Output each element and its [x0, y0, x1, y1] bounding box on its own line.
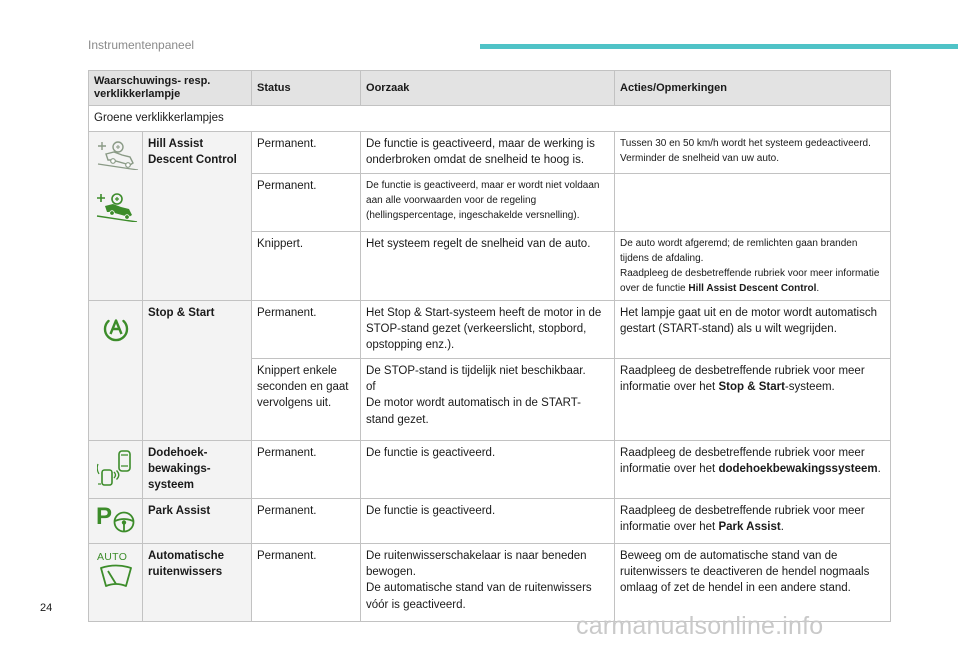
wiper-name: Automatische ruitenwissers [143, 543, 252, 621]
stop-status-2: Knippert enkele seconden en gaat vervolgens uit. [252, 358, 361, 440]
wiper-action: Beweeg om de automatische stand van de ruitenwissers te deactiveren de hendel nogmaals omlaag of zet de hendel in een andere stand. [615, 543, 891, 621]
table-row [89, 498, 891, 543]
park-icon-cell [89, 498, 143, 543]
stop-cause-2b: De motor wordt automatisch in de START-stand gezet. [366, 397, 581, 426]
hill-action-3-end: . [816, 282, 820, 294]
hill-action-3a: De auto wordt afgeremd; de remlichten gaan branden tijdens de afdaling. [620, 237, 858, 264]
wiper-cause-a: De ruitenwisserschakelaar is naar beneden bewogen. [366, 549, 587, 578]
wiper-cause-b: De automatische stand van de ruitenwissers vóór is geactiveerd. [366, 582, 592, 611]
column-header-status: Status [252, 71, 361, 106]
blind-action [615, 440, 891, 498]
table-row [89, 131, 891, 173]
page-header-title: Instrumentenpaneel [88, 38, 195, 52]
park-action-a: Raadpleeg de desbetreffende rubriek voor meer informatie over het [620, 504, 865, 533]
hill-status-3: Knippert. [252, 231, 361, 300]
hill-status-1: Permanent. [252, 131, 361, 173]
warning-lights-table [88, 70, 891, 622]
stop-cause-2 [361, 358, 615, 440]
column-header-lamp: Waarschuwings- resp. verklikkerlampje [89, 71, 252, 106]
park-assist-icon [96, 502, 138, 537]
park-name: Park Assist [143, 498, 252, 543]
wiper-icon-label: AUTO [97, 550, 128, 563]
hill-cause-3: Het systeem regelt de snelheid van de auto. [361, 231, 615, 300]
blind-action-end: . [877, 463, 881, 476]
hill-cause-2: De functie is geactiveerd, maar er wordt niet voldaan aan alle voorwaarden voor de regeling (hellingspercentage, ingeschakelde versnelling). [361, 173, 615, 231]
wiper-icon-cell [89, 543, 143, 621]
stop-icon-cell [89, 300, 143, 440]
auto-wiper-icon [96, 550, 138, 594]
blind-action-a: Raadpleeg de desbetreffende rubriek voor meer informatie over het [620, 446, 865, 476]
hill-cause-1: De functie is geactiveerd, maar de werking is onderbroken omdat de snelheid te hoog is. [361, 131, 615, 173]
park-action [615, 498, 891, 543]
blind-name: Dodehoek-bewakings-systeem [143, 440, 252, 498]
windscreen-wiper-icon [99, 564, 133, 590]
hill-action-1: Tussen 30 en 50 km/h wordt het systeem gedeactiveerd. Verminder de snelheid van uw auto. [615, 131, 891, 173]
stop-action-2a: Raadpleeg de desbetreffende rubriek voor meer informatie over het [620, 364, 865, 394]
table-row [89, 300, 891, 358]
blind-icon-cell [89, 440, 143, 498]
stop-action-2 [615, 358, 891, 440]
stop-start-icon [101, 313, 131, 343]
park-action-end: . [780, 521, 784, 533]
blind-action-bold: dodehoekbewakingssysteem [718, 463, 878, 476]
watermark: carmanualsonline.info [576, 612, 824, 640]
page-number: 24 [40, 602, 53, 614]
hill-name: Hill Assist Descent Control [143, 131, 252, 300]
hill-action-3b: Raadpleeg de desbetreffende rubriek voor meer informatie over de functie [620, 267, 880, 294]
wiper-cause [361, 543, 615, 621]
hill-descent-outline-icon [96, 140, 140, 170]
stop-cause-2-of: of [366, 381, 376, 394]
hill-action-2 [615, 173, 891, 231]
hill-action-3-bold: Hill Assist Descent Control [688, 282, 817, 294]
stop-action-2-end: -systeem. [784, 381, 835, 394]
column-header-actions: Acties/Opmerkingen [615, 71, 891, 106]
hill-status-2: Permanent. [252, 173, 361, 231]
stop-action-1: Het lampje gaat uit en de motor wordt automatisch gestart (START-stand) als u wilt wegrijden. [615, 300, 891, 358]
blind-cause: De functie is geactiveerd. [361, 440, 615, 498]
table-header-row [89, 71, 891, 106]
wiper-status: Permanent. [252, 543, 361, 621]
blind-spot-icon [97, 448, 135, 488]
steering-wheel-icon [113, 511, 135, 533]
stop-action-2-bold: Stop & Start [718, 381, 785, 394]
hill-icon-cell [89, 131, 143, 300]
column-header-cause: Oorzaak [361, 71, 615, 106]
stop-cause-2a: De STOP-stand is tijdelijk niet beschikbaar. [366, 364, 586, 377]
group-label: Groene verklikkerlampjes [89, 106, 891, 131]
group-row [89, 106, 891, 131]
stop-name: Stop & Start [143, 300, 252, 440]
park-status: Permanent. [252, 498, 361, 543]
table-row [89, 543, 891, 621]
park-cause: De functie is geactiveerd. [361, 498, 615, 543]
stop-cause-1: Het Stop & Start-systeem heeft de motor in de STOP-stand gezet (verkeerslicht, stopbord, opstopping enz.). [361, 300, 615, 358]
hill-descent-solid-icon [95, 192, 139, 222]
header-accent-bar [480, 44, 958, 49]
hill-action-3 [615, 231, 891, 300]
stop-status-1: Permanent. [252, 300, 361, 358]
table-row [89, 440, 891, 498]
park-action-bold: Park Assist [718, 521, 781, 533]
park-icon-letter: P [96, 502, 113, 530]
blind-status: Permanent. [252, 440, 361, 498]
